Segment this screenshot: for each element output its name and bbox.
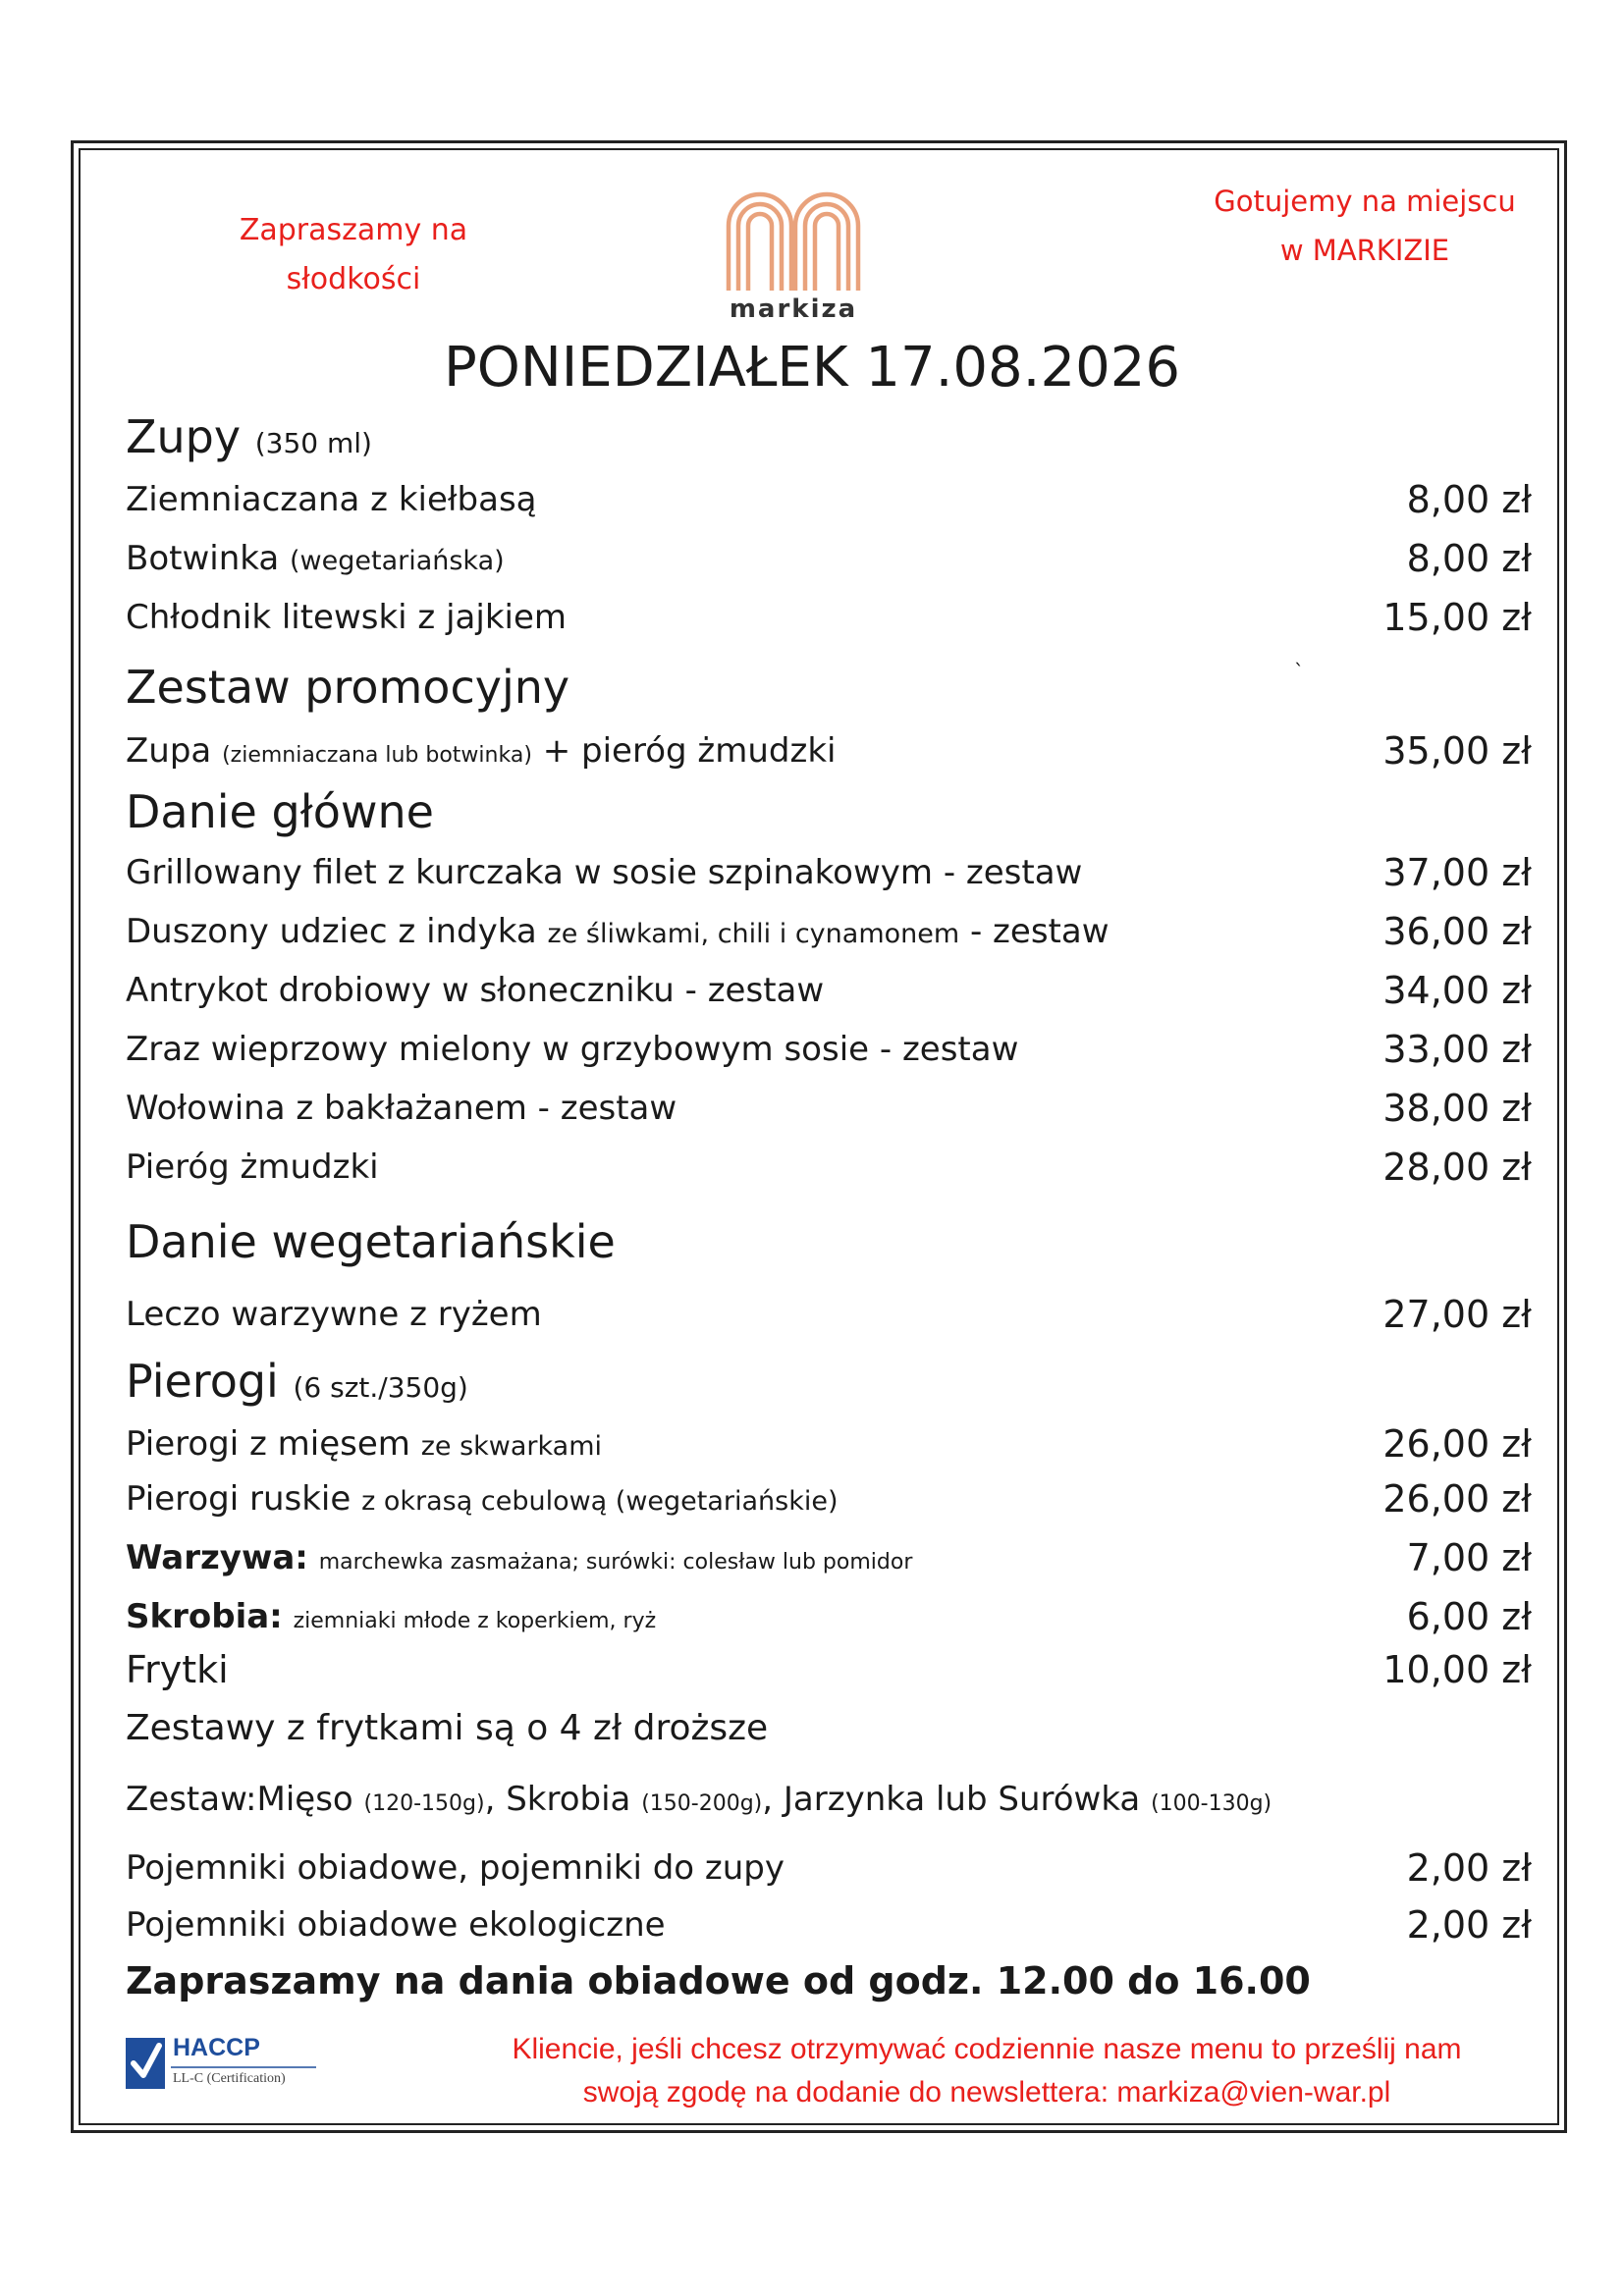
item-label: Skrobia: bbox=[126, 1597, 283, 1636]
haccp-subtitle: LL-C (Certification) bbox=[173, 2071, 286, 2086]
pierogi-portion-note: (6 szt./350g) bbox=[293, 1371, 468, 1404]
item-name-text: Botwinka bbox=[126, 539, 280, 578]
menu-item-row bbox=[126, 848, 1532, 897]
item-detail: (wegetariańska) bbox=[290, 546, 505, 576]
set-part-meat-weight: (120-150g) bbox=[363, 1791, 485, 1816]
item-name-text: Wołowina z bakłażanem - zestaw bbox=[126, 1089, 677, 1128]
item-suffix: + pieróg żmudzki bbox=[542, 731, 837, 771]
pierogi-heading-text: Pierogi bbox=[126, 1355, 279, 1408]
set-part-veg: , Jarzynka lub Surówka bbox=[762, 1780, 1141, 1819]
item-price: 2,00 zł bbox=[1406, 1846, 1532, 1890]
menu-item-row bbox=[126, 1533, 1532, 1582]
menu-item-row bbox=[126, 1645, 1532, 1694]
section-vegetarian-heading: Danie wegetariańskie bbox=[126, 1215, 616, 1268]
section-soups-heading bbox=[126, 410, 372, 470]
haccp-certification-badge bbox=[124, 2032, 320, 2095]
item-name-text: Grillowany filet z kurczaka w sosie szpinakowym - zestaw bbox=[126, 853, 1083, 892]
item-name bbox=[126, 1419, 602, 1471]
item-name bbox=[126, 1025, 1018, 1074]
newsletter-note bbox=[432, 2028, 1542, 2114]
fries-note-row bbox=[126, 1704, 1532, 1753]
menu-item-row bbox=[126, 534, 1532, 583]
newsletter-line2: swoją zgodę na dodanie do newslettera: markiza@vien-war.pl bbox=[582, 2076, 1391, 2109]
item-suffix: - zestaw bbox=[969, 912, 1110, 951]
item-name bbox=[126, 475, 537, 524]
item-detail: z okrasą cebulową (wegetariańskie) bbox=[361, 1486, 839, 1517]
set-part-meat: Zestaw:Mięso bbox=[126, 1780, 353, 1819]
item-price: 6,00 zł bbox=[1406, 1595, 1532, 1638]
item-name bbox=[126, 848, 1082, 897]
item-name bbox=[126, 1533, 912, 1587]
item-price: 34,00 zł bbox=[1382, 969, 1532, 1012]
item-price: 26,00 zł bbox=[1382, 1477, 1532, 1521]
set-part-starch-weight: (150-200g) bbox=[641, 1791, 763, 1816]
cooking-note-line1: Gotujemy na miejscu bbox=[1214, 185, 1516, 218]
item-name: Pojemniki obiadowe ekologiczne bbox=[126, 1905, 666, 1945]
stray-tick-mark: ` bbox=[1294, 660, 1304, 683]
item-name-text: Leczo warzywne z ryżem bbox=[126, 1295, 542, 1334]
item-detail: ze śliwkami, chili i cynamonem bbox=[547, 919, 960, 949]
cooking-note-line2: w MARKIZIE bbox=[1279, 234, 1450, 267]
item-name bbox=[126, 1084, 677, 1133]
item-price: 35,00 zł bbox=[1382, 729, 1532, 773]
item-price: 10,00 zł bbox=[1382, 1648, 1532, 1691]
soups-heading-text: Zupy bbox=[126, 410, 242, 463]
item-name-text: Zraz wieprzowy mielony w grzybowym sosie - zestaw bbox=[126, 1030, 1019, 1069]
item-price: 28,00 zł bbox=[1382, 1146, 1532, 1189]
menu-item-row bbox=[126, 1025, 1532, 1074]
menu-item-row bbox=[126, 1474, 1532, 1523]
logo-wordmark: markiza bbox=[729, 294, 858, 324]
menu-date-title: PONIEDZIAŁEK 17.08.2026 bbox=[444, 336, 1180, 400]
item-name bbox=[126, 534, 505, 586]
item-price: 26,00 zł bbox=[1382, 1422, 1532, 1466]
item-name bbox=[126, 1143, 379, 1192]
sweets-invitation-line1: Zapraszamy na bbox=[239, 213, 468, 247]
item-name-text: Pierogi z mięsem bbox=[126, 1424, 410, 1464]
menu-item-row bbox=[126, 593, 1532, 642]
item-name bbox=[126, 593, 567, 642]
item-name bbox=[126, 726, 836, 780]
item-price: 27,00 zł bbox=[1382, 1293, 1532, 1336]
item-price: 8,00 zł bbox=[1406, 537, 1532, 580]
item-price: 33,00 zł bbox=[1382, 1028, 1532, 1071]
set-part-veg-weight: (100-130g) bbox=[1151, 1791, 1272, 1816]
set-part-starch: , Skrobia bbox=[484, 1780, 631, 1819]
cooking-note bbox=[1149, 177, 1581, 275]
set-composition bbox=[126, 1775, 1272, 1829]
menu-item-row bbox=[126, 475, 1532, 524]
item-price: 38,00 zł bbox=[1382, 1087, 1532, 1130]
fries-note: Zestawy z frytkami są o 4 zł droższe bbox=[126, 1708, 769, 1748]
section-pierogi-heading bbox=[126, 1355, 468, 1415]
sweets-invitation-line2: słodkości bbox=[286, 262, 421, 296]
item-name-text: Pieróg żmudzki bbox=[126, 1148, 379, 1187]
item-detail: marchewka zasmażana; surówki: colesław lub pomidor bbox=[318, 1550, 913, 1575]
menu-item-row bbox=[126, 1900, 1532, 1949]
item-price: 7,00 zł bbox=[1406, 1536, 1532, 1579]
menu-item-row bbox=[126, 1290, 1532, 1339]
opening-hours-invitation: Zapraszamy na dania obiadowe od godz. 12.00 do 16.00 bbox=[126, 1959, 1311, 2002]
item-name-text: Zupa bbox=[126, 731, 212, 771]
set-composition-row bbox=[126, 1775, 1532, 1824]
item-name bbox=[126, 1592, 656, 1646]
item-price: 37,00 zł bbox=[1382, 851, 1532, 894]
menu-item-row bbox=[126, 1592, 1532, 1641]
newsletter-line1: Kliencie, jeśli chcesz otrzymywać codziennie nasze menu to prześlij nam bbox=[512, 2033, 1462, 2065]
markiza-logo-icon bbox=[725, 187, 862, 293]
menu-item-row bbox=[126, 966, 1532, 1015]
item-name: Pojemniki obiadowe, pojemniki do zupy bbox=[126, 1848, 785, 1888]
item-name-text: Duszony udziec z indyka bbox=[126, 912, 537, 951]
haccp-title: HACCP bbox=[173, 2034, 260, 2061]
item-price: 8,00 zł bbox=[1406, 478, 1532, 521]
section-promo-heading: Zestaw promocyjny bbox=[126, 661, 570, 714]
menu-item-row bbox=[126, 1084, 1532, 1133]
menu-item-row bbox=[126, 726, 1532, 775]
item-price: 36,00 zł bbox=[1382, 910, 1532, 953]
item-name bbox=[126, 1290, 542, 1339]
item-name-text: Antrykot drobiowy w słoneczniku - zestaw bbox=[126, 971, 825, 1010]
item-name-text: Ziemniaczana z kiełbasą bbox=[126, 480, 537, 519]
menu-item-row bbox=[126, 1843, 1532, 1893]
menu-item-row bbox=[126, 1143, 1532, 1192]
soups-portion-note: (350 ml) bbox=[254, 427, 372, 459]
section-mains-heading: Danie główne bbox=[126, 785, 434, 838]
menu-item-row bbox=[126, 907, 1532, 956]
item-name bbox=[126, 907, 1110, 959]
item-label: Warzywa: bbox=[126, 1538, 308, 1577]
item-name-text: Pierogi ruskie bbox=[126, 1479, 352, 1519]
item-name-text: Chłodnik litewski z jajkiem bbox=[126, 598, 567, 637]
item-name: Frytki bbox=[126, 1648, 229, 1691]
sweets-invitation bbox=[206, 206, 501, 304]
menu-item-row bbox=[126, 1419, 1532, 1468]
item-name bbox=[126, 966, 824, 1015]
item-price: 2,00 zł bbox=[1406, 1903, 1532, 1947]
item-price: 15,00 zł bbox=[1382, 596, 1532, 639]
item-name bbox=[126, 1474, 839, 1526]
item-detail: ziemniaki młode z koperkiem, ryż bbox=[293, 1609, 657, 1633]
item-detail: ze skwarkami bbox=[420, 1431, 603, 1462]
item-detail: (ziemniaczana lub botwinka) bbox=[222, 743, 532, 768]
